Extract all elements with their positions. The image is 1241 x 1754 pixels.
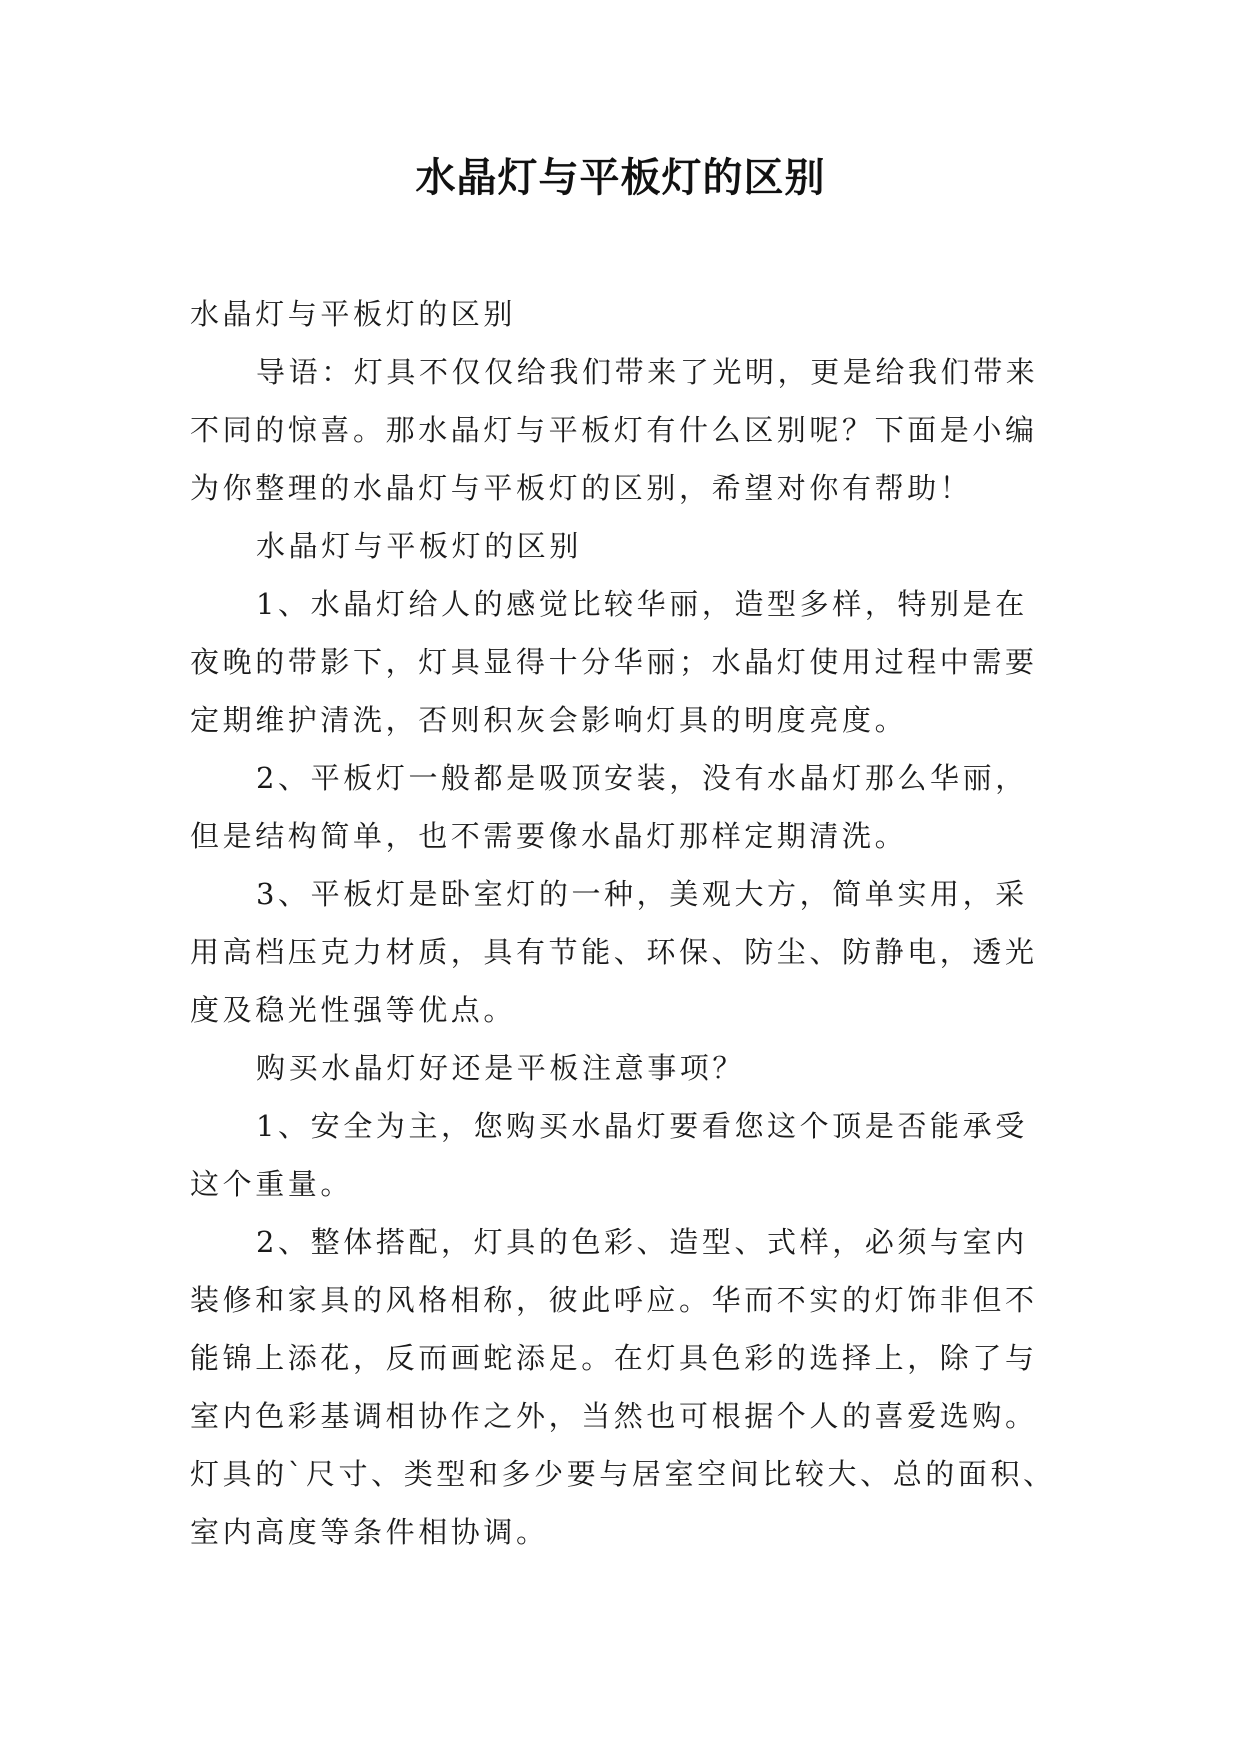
paragraph-section-heading: 水晶灯与平板灯的区别 (256, 529, 583, 563)
paragraph-point-1: 1、水晶灯给人的感觉比较华丽，造型多样，特别是在夜晚的带影下，灯具显得十分华丽；水晶灯使用过程中需要定期维护清洗，否则积灰会影响灯具的明度亮度。 (190, 587, 1038, 737)
document-title: 水晶灯与平板灯的区别 (415, 154, 826, 201)
paragraph-purchase-1: 1、安全为主，您购买水晶灯要看您这个顶是否能承受这个重量。 (190, 1109, 1028, 1201)
document-body (190, 285, 1060, 1561)
paragraph-point-3: 3、平板灯是卧室灯的一种，美观大方，简单实用，采用高档压克力材质，具有节能、环保、防尘、防静电，透光度及稳光性强等优点。 (190, 877, 1038, 1027)
paragraph-intro: 导语：灯具不仅仅给我们带来了光明，更是给我们带来不同的惊喜。那水晶灯与平板灯有什么区别呢？下面是小编为你整理的水晶灯与平板灯的区别，希望对你有帮助！ (190, 355, 1039, 505)
paragraph-subtitle: 水晶灯与平板灯的区别 (190, 297, 517, 331)
paragraph-purchase-2: 2、整体搭配，灯具的色彩、造型、式样，必须与室内装修和家具的风格相称，彼此呼应。华而不实的灯饰非但不能锦上添花，反而画蛇添足。在灯具色彩的选择上，除了与室内色彩基调相协作之外，当然也可根据个人的喜爱选购。灯具的`尺寸、类型和多少要与居室空间比较大、总的面积、室内高度等条件相协调。 (190, 1225, 1056, 1549)
paragraph-point-2: 2、平板灯一般都是吸顶安装，没有水晶灯那么华丽，但是结构简单，也不需要像水晶灯那样定期清洗。 (190, 761, 1028, 853)
paragraph-purchase-heading: 购买水晶灯好还是平板注意事项？ (256, 1051, 746, 1085)
